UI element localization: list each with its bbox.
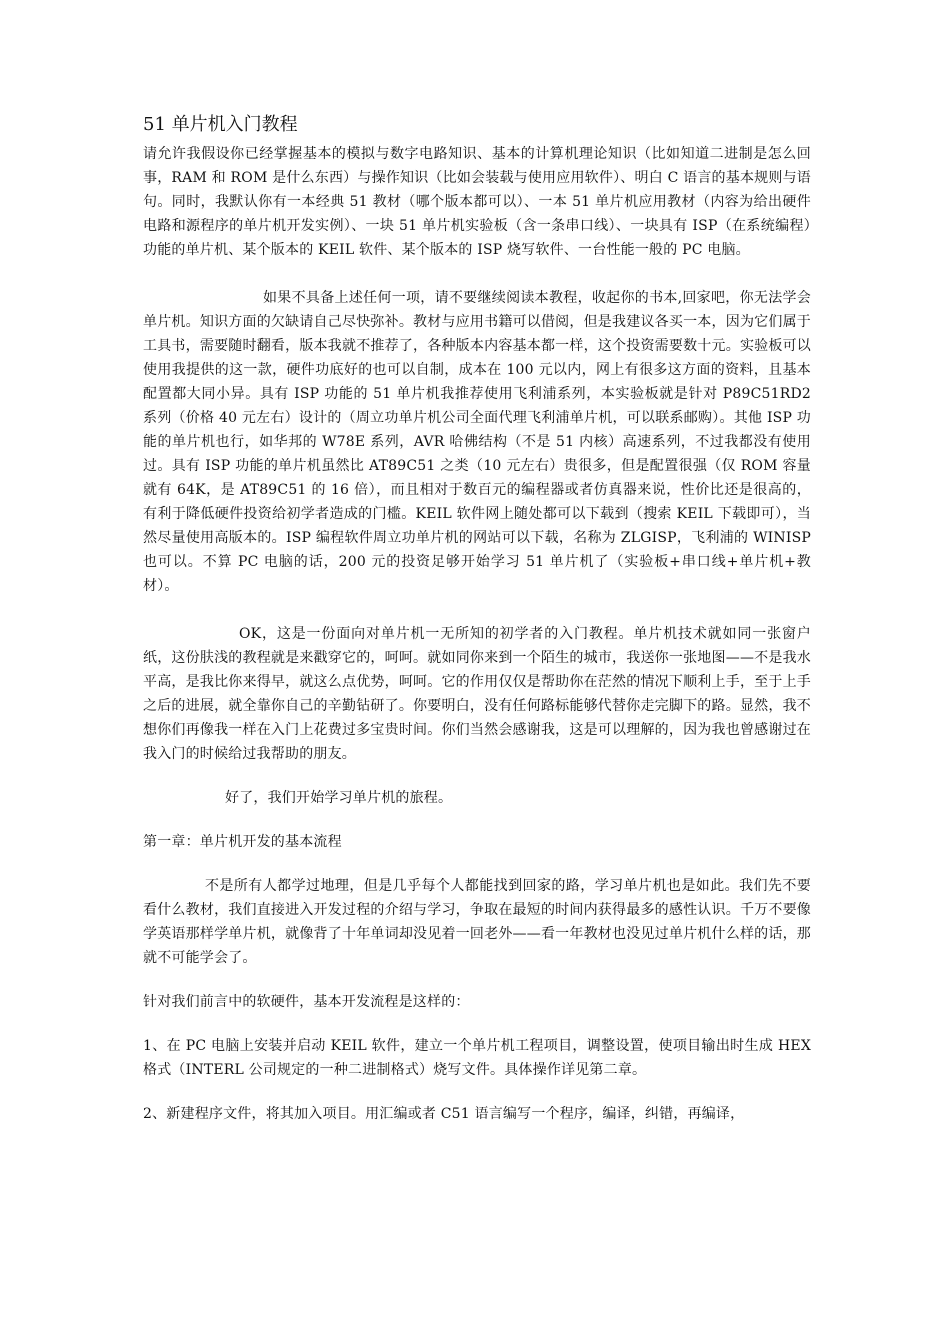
step-1-paragraph: 1、在 PC 电脑上安装并启动 KEIL 软件，建立一个单片机工程项目，调整设置，使项目输出时生成 HEX 格式（INTERL 公司规定的一种二进制格式）烧写文件。具体操作详见第二章。 (143, 1038, 811, 1078)
document-title: 51 单片机入门教程 (143, 114, 298, 135)
intro-paragraph: 请允许我假设你已经掌握基本的模拟与数字电路知识、基本的计算机理论知识（比如知道二进制是怎么回事，RAM 和 ROM 是什么东西）与操作知识（比如会装载与使用应用软件）、明白 C 语言的基本规则与语句。同时，我默认你有一本经典 51 教材（哪个版本都可以）、一本 51 单片机应用教材（内容为给出硬件电路和源程序的单片机开发实例）、一块 51 单片机实验板（含一条串口线）、一块具有 ISP（在系统编程）功能的单片机、某个版本的 KEIL 软件、某个版本的 ISP 烧写软件、一台性能一般的 PC 电脑。 (143, 146, 811, 258)
step-2-paragraph: 2、新建程序文件，将其加入项目。用汇编或者 C51 语言编写一个程序，编译，纠错，再编译， (143, 1106, 745, 1122)
geography-paragraph: 不是所有人都学过地理，但是几乎每个人都能找到回家的路，学习单片机也是如此。我们先不要看什么教材，我们直接进入开发过程的介绍与学习，争取在最短的时间内获得最多的感性认识。千万不要像学英语那样学单片机，就像背了十年单词却没见着一回老外——看一年教材也没见过单片机什么样的话，那就不可能学会了。 (143, 878, 811, 966)
start-journey-paragraph: 好了，我们开始学习单片机的旅程。 (225, 790, 453, 806)
ok-paragraph: OK，这是一份面向对单片机一无所知的初学者的入门教程。单片机技术就如同一张窗户纸，这份肤浅的教程就是来戳穿它的，呵呵。就如同你来到一个陌生的城市，我送你一张地图——不是我水平高，是我比你来得早，就这么点优势，呵呵。它的作用仅仅是帮助你在茫然的情况下顺利上手，至于上手之后的进展，就全靠你自己的辛勤钻研了。你要明白，没有任何路标能够代替你走完脚下的路。显然，我不想你们再像我一样在入门上花费过多宝贵时间。你们当然会感谢我，这是可以理解的，因为我也曾感谢过在我入门的时候给过我帮助的朋友。 (143, 626, 811, 762)
workflow-intro-paragraph: 针对我们前言中的软硬件，基本开发流程是这样的： (143, 994, 470, 1010)
document-body (143, 112, 811, 1126)
chapter1-heading: 第一章：单片机开发的基本流程 (143, 834, 342, 850)
prerequisites-paragraph: 如果不具备上述任何一项，请不要继续阅读本教程，收起你的书本,回家吧，你无法学会单片机。知识方面的欠缺请自己尽快弥补。教材与应用书籍可以借阅，但是我建议各买一本，因为它们属于工具书，需要随时翻看，版本我就不推荐了，各种版本内容基本都一样，这个投资需要数十元。实验板可以使用我提供的这一款，硬件功底好的也可以自制，成本在 100 元以内，网上有很多这方面的资料，且基本配置都大同小异。具有 ISP 功能的 51 单片机我推荐使用飞利浦系列，本实验板就是针对 P89C51RD2 系列（价格 40 元左右）设计的（周立功单片机公司全面代理飞利浦单片机，可以联系邮购）。其他 ISP 功能的单片机也行，如华邦的 W78E 系列，AVR 哈佛结构（不是 51 内核）高速系列，不过我都没有使用过。具有 ISP 功能的单片机虽然比 AT89C51 之类（10 元左右）贵很多，但是配置很强（仅 ROM 容量就有 64K，是 AT89C51 的 16 倍），而且相对于数百元的编程器或者仿真器来说，性价比还是很高的，有利于降低硬件投资给初学者造成的门槛。KEIL 软件网上随处都可以下载到（搜索 KEIL 下载即可），当然尽量使用高版本的。ISP 编程软件周立功单片机的网站可以下载，名称为 ZLGISP，飞利浦的 WINISP 也可以。不算 PC 电脑的话，200 元的投资足够开始学习 51 单片机了（实验板+串口线+单片机+教材）。 (143, 290, 811, 594)
